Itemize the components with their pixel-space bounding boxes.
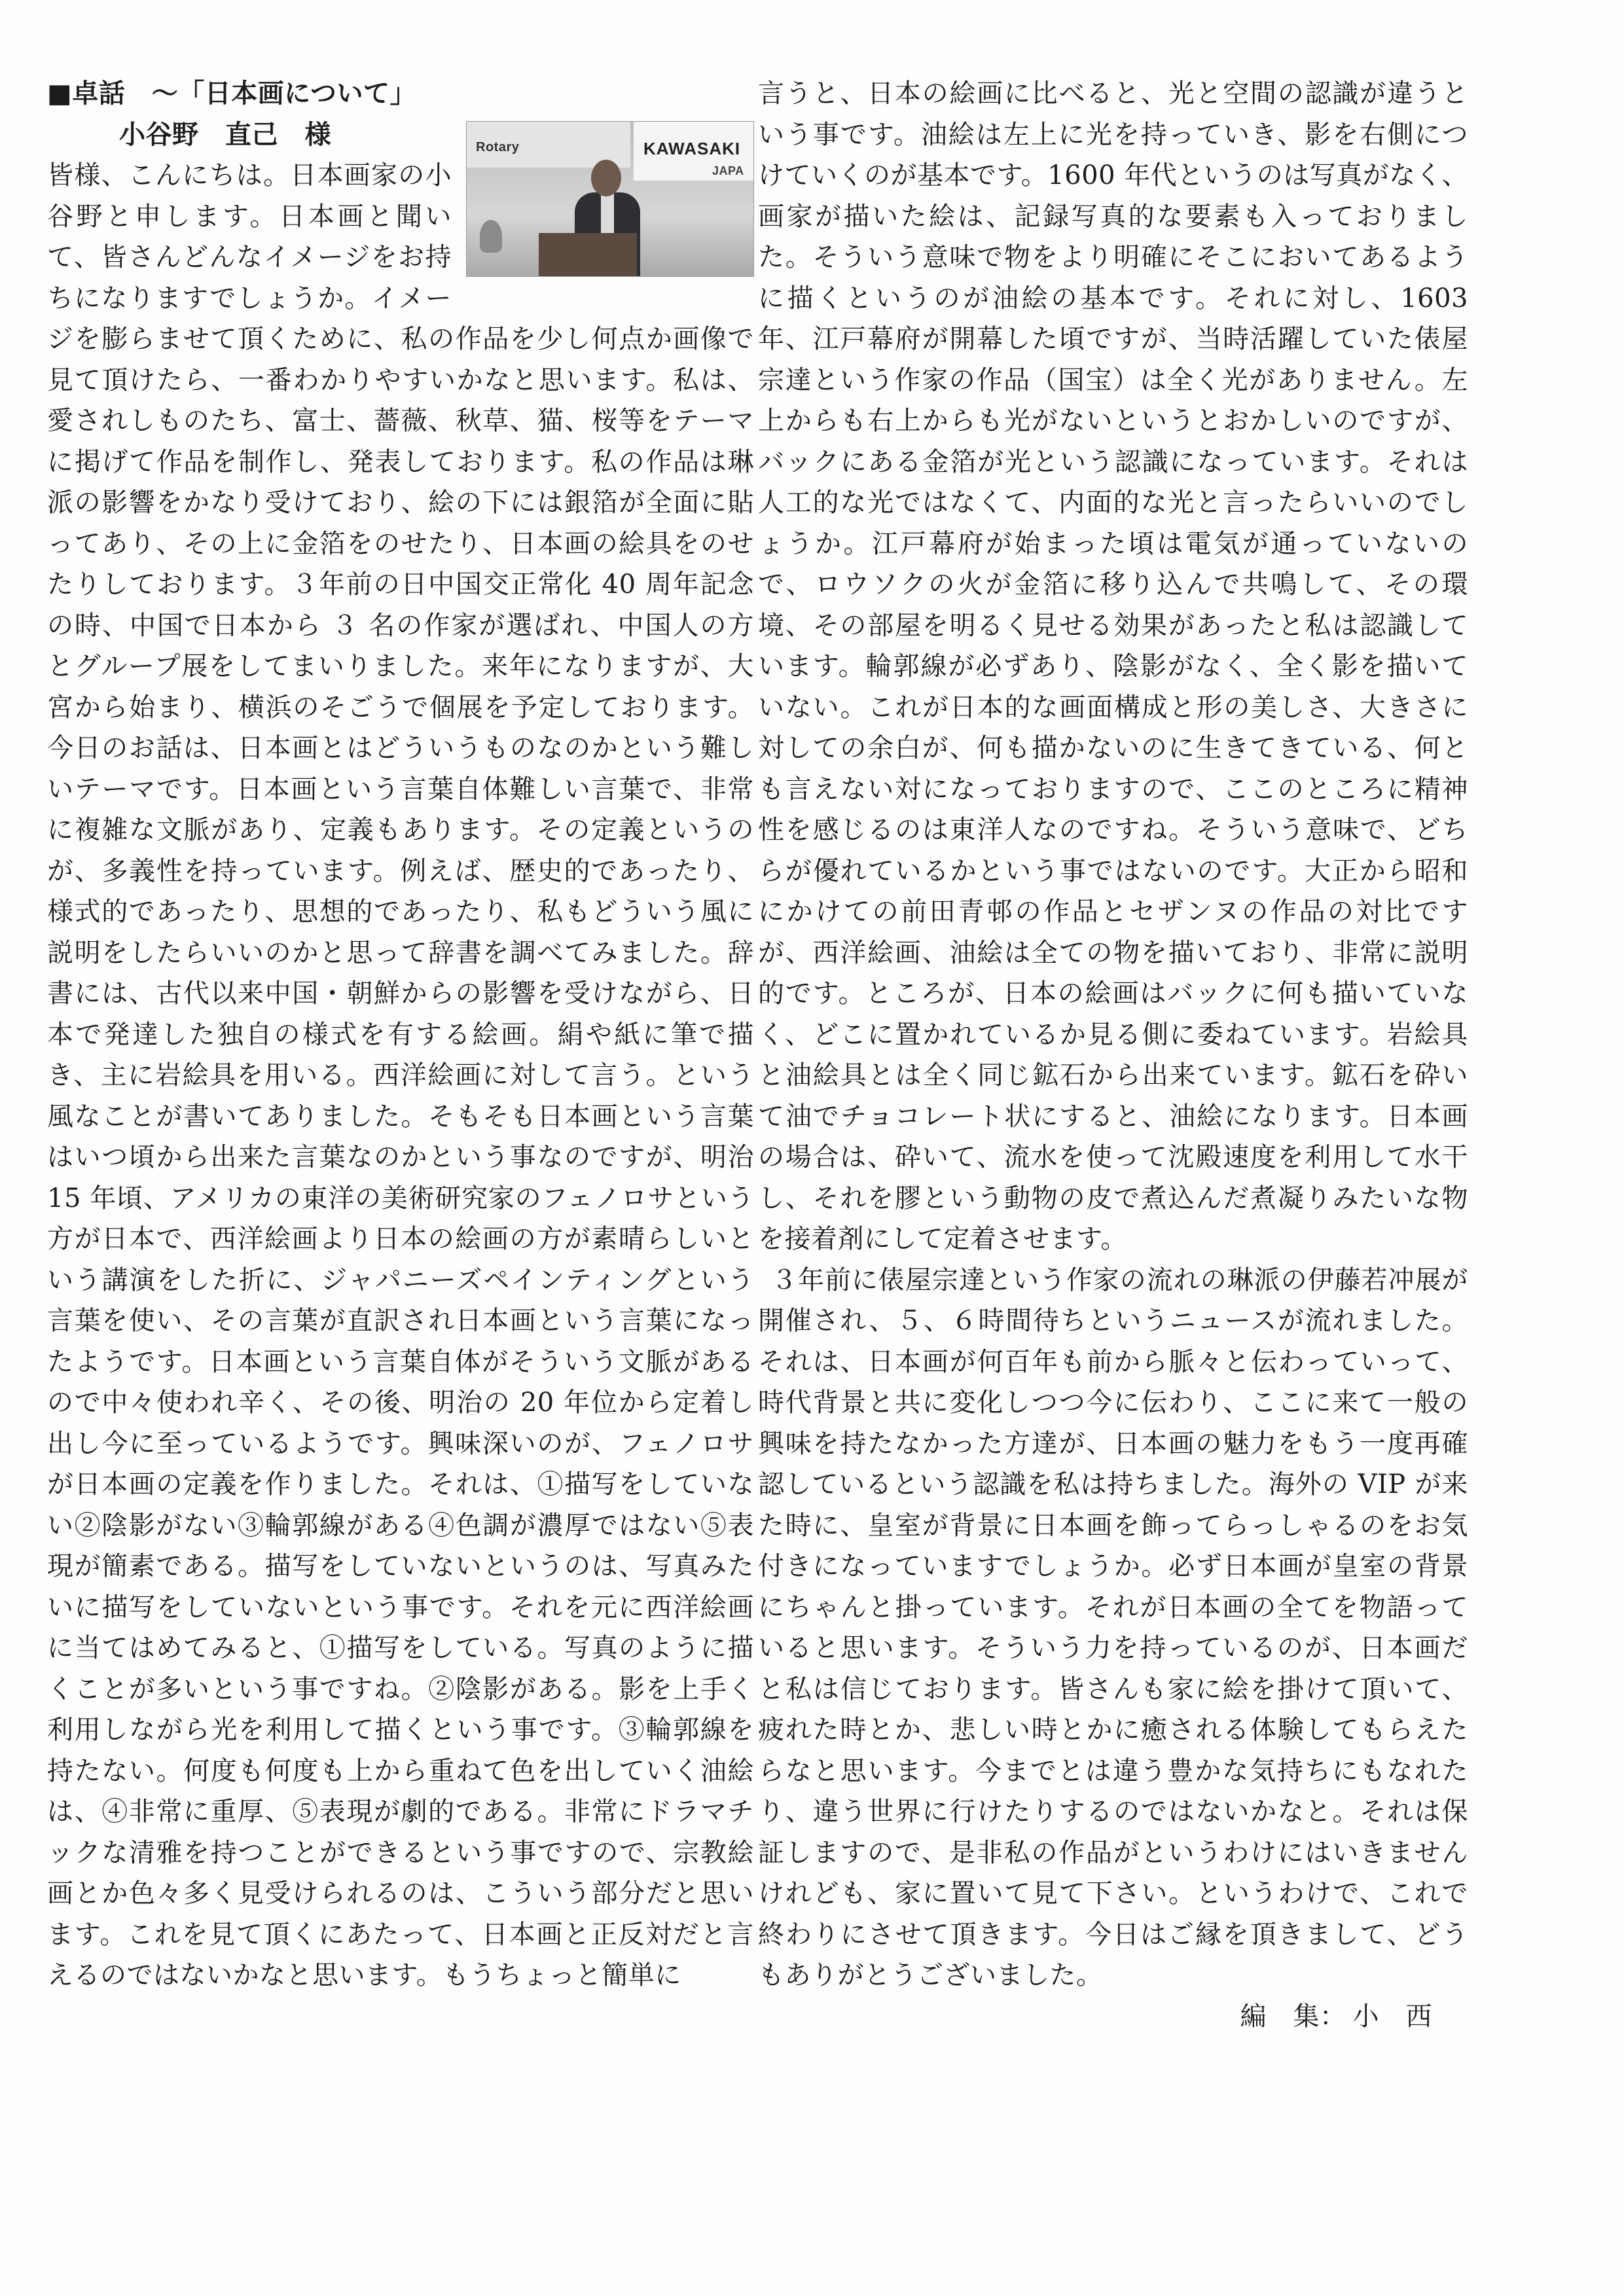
photo-rotary-text: Rotary [476,140,520,154]
right-column [758,73,1468,2037]
body-paragraph: ３年前に俵屋宗達という作家の流れの琳派の伊藤若冲展が開催され、５、６時間待ちというニュースが流れました。それは、日本画が何百年も前から脈々と伝わっていって、時代背景と共に変化しつつ今に伝わり、ここに来て一般の興味を持たなかった方達が、日本画の魅力をもう一度再確認しているという認識を私は持ちました。海外の VIP が来た時に、皇室が背景に日本画を飾ってらっしゃるのをお気付きになっていますでしょうか。必ず日本画が皇室の背景にちゃんと掛っています。それが日本画の全てを物語っていると思います。そういう力を持っているのが、日本画だと私は信じております。皆さんも家に絵を掛けて頂いて、疲れた時とか、悲しい時とかに癒される体験してもらえたらなと思います。今までとは違う豊かな気持ちにもなれたり、違う世界に行けたりするのではないかなと。それは保証しますので、是非私の作品がというわけにはいきませんけれども、家に置いて見て下さい。というわけで、これで終わりにさせて頂きます。今日はご縁を頂きまして、どうもありがとうございました。 [758,1265,1468,1990]
editor-label: 編 集： [1240,2001,1346,2032]
editor-name: 小 西 [1352,2001,1432,2032]
article-heading: ■卓話 ～「日本画について」 [47,79,416,109]
body-paragraph: 皆様、こんにちは。日本画家の小谷野と申します。日本画と聞いて、皆さんどんなイメージをお持ちになりますでしょうか。イメージを膨らませて頂くために、私の作品を少し何点か画像で見て頂けたら、一番わかりやすいかなと思います。私は、愛されしものたち、富士、薔薇、秋草、猫、桜等をテーマに掲げて作品を制作し、発表しております。私の作品は琳派の影響をかなり受けており、絵の下には銀箔が全面に貼ってあり、その上に金箔をのせたり、日本画の絵具をのせたりしております。３年前の日中国交正常化 40 周年記念の時、中国で日本から ３ 名の作家が選ばれ、中国人の方とグループ展をしてまいりました。来年になりますが、大宮から始まり、横浜のそごうで個展を予定しております。今日のお話は、日本画とはどういうものなのかという難しいテーマです。日本画という言葉自体難しい言葉で、非常に複雑な文脈があり、定義もあります。その定義というのが、多義性を持っています。例えば、歴史的であったり、様式的であったり、思想的であったり、私もどういう風に説明をしたらいいのかと思って辞書を調べてみました。辞書には、古代以来中国・朝鮮からの影響を受けながら、日本で発達した独自の様式を有する絵画。絹や紙に筆で描き、主に岩絵具を用いる。西洋絵画に対して言う。という風なことが書いてありました。そもそも日本画という言葉はいつ頃から出来た言葉なのかという事なのですが、明治 15 年頃、アメリカの東洋の美術研究家のフェノロサという方が日本で、西洋絵画より日本の絵画の方が素晴らしいという講演をした折に、ジャパニーズペインティングという言葉を使い、その言葉が直訳され日本画という言葉になったようです。日本画という言葉自体がそういう文脈があるので中々使われ辛く、その後、明治の 20 年位から定着し出し今に至っているようです。興味深いのが、フェノロサが日本画の定義を作りました。それは、①描写をしていない②陰影がない③輪郭線がある④色調が濃厚ではない⑤表現が簡素である。描写をしていないというのは、写真みたいに描写をしていないという事です。それを元に西洋絵画に当てはめてみると、①描写をしている。写真のように描くことが多いという事ですね。②陰影がある。影を上手く利用しながら光を利用して描くという事です。③輪郭線を持たない。何度も何度も上から重ねて色を出していく油絵は、④非常に重厚、⑤表現が劇的である。非常にドラマチックな清雅を持つことができるという事ですので、宗教絵画とか色々多く見受けられるのは、こういう部分だと思います。これを見て頂くにあたって、日本画と正反対だと言えるのではないかなと思います。もうちょっと簡単に [47,160,754,1990]
photo-bell [480,220,502,253]
speaker-name: 小谷野 直己 様 [119,119,331,150]
body-paragraph: 言うと、日本の絵画に比べると、光と空間の認識が違うという事です。油絵は左上に光を持っていき、影を右側につけていくのが基本です。1600 年代というのは写真がなく、画家が描いた絵は、記録写真的な要素も入っておりました。そういう意味で物をより明確にそこにおいてあるように描くというのが油絵の基本です。それに対し、1603 年、江戸幕府が開幕した頃ですが、当時活躍していた俵屋宗達という作家の作品（国宝）は全く光がありません。左上からも右上からも光がないというとおかしいのですが、バックにある金箔が光という認識になっています。それは人工的な光ではなくて、内面的な光と言ったらいいのでしょうか。江戸幕府が始まった頃は電気が通っていないので、ロウソクの火が金箔に移り込んで共鳴して、その環境、その部屋を明るく見せる効果があったと私は認識しています。輪郭線が必ずあり、陰影がなく、全く影を描いていない。これが日本的な画面構成と形の美しさ、大きさに対しての余白が、何も描かないのに生きてきている、何とも言えない対になっておりますので、ここのところに精神性を感じるのは東洋人なのですね。そういう意味で、どちらが優れているかという事ではないのです。大正から昭和にかけての前田青邨の作品とセザンヌの作品の対比ですが、西洋絵画、油絵は全ての物を描いており、非常に説明的です。ところが、日本の絵画はバックに何も描いていなく、どこに置かれているか見る側に委ねています。岩絵具と油絵具とは全く同じ鉱石から出来ています。鉱石を砕いて油でチョコレート状にすると、油絵になります。日本画の場合は、砕いて、流水を使って沈殿速度を利用して水干し、それを膠という動物の皮で煮込んだ煮凝りみたいな物を接着剤にして定着させます。 [758,79,1469,1254]
editor-credit [758,1996,1468,2037]
left-column [47,73,754,1996]
speaker-photo [466,121,754,277]
photo-podium [539,233,637,276]
photo-banner-text: KAWASAKI [643,139,741,158]
photo-speaker-shirt [601,194,614,233]
photo-banner-sub: JAPA [712,164,744,177]
photo-speaker-head [591,160,621,196]
